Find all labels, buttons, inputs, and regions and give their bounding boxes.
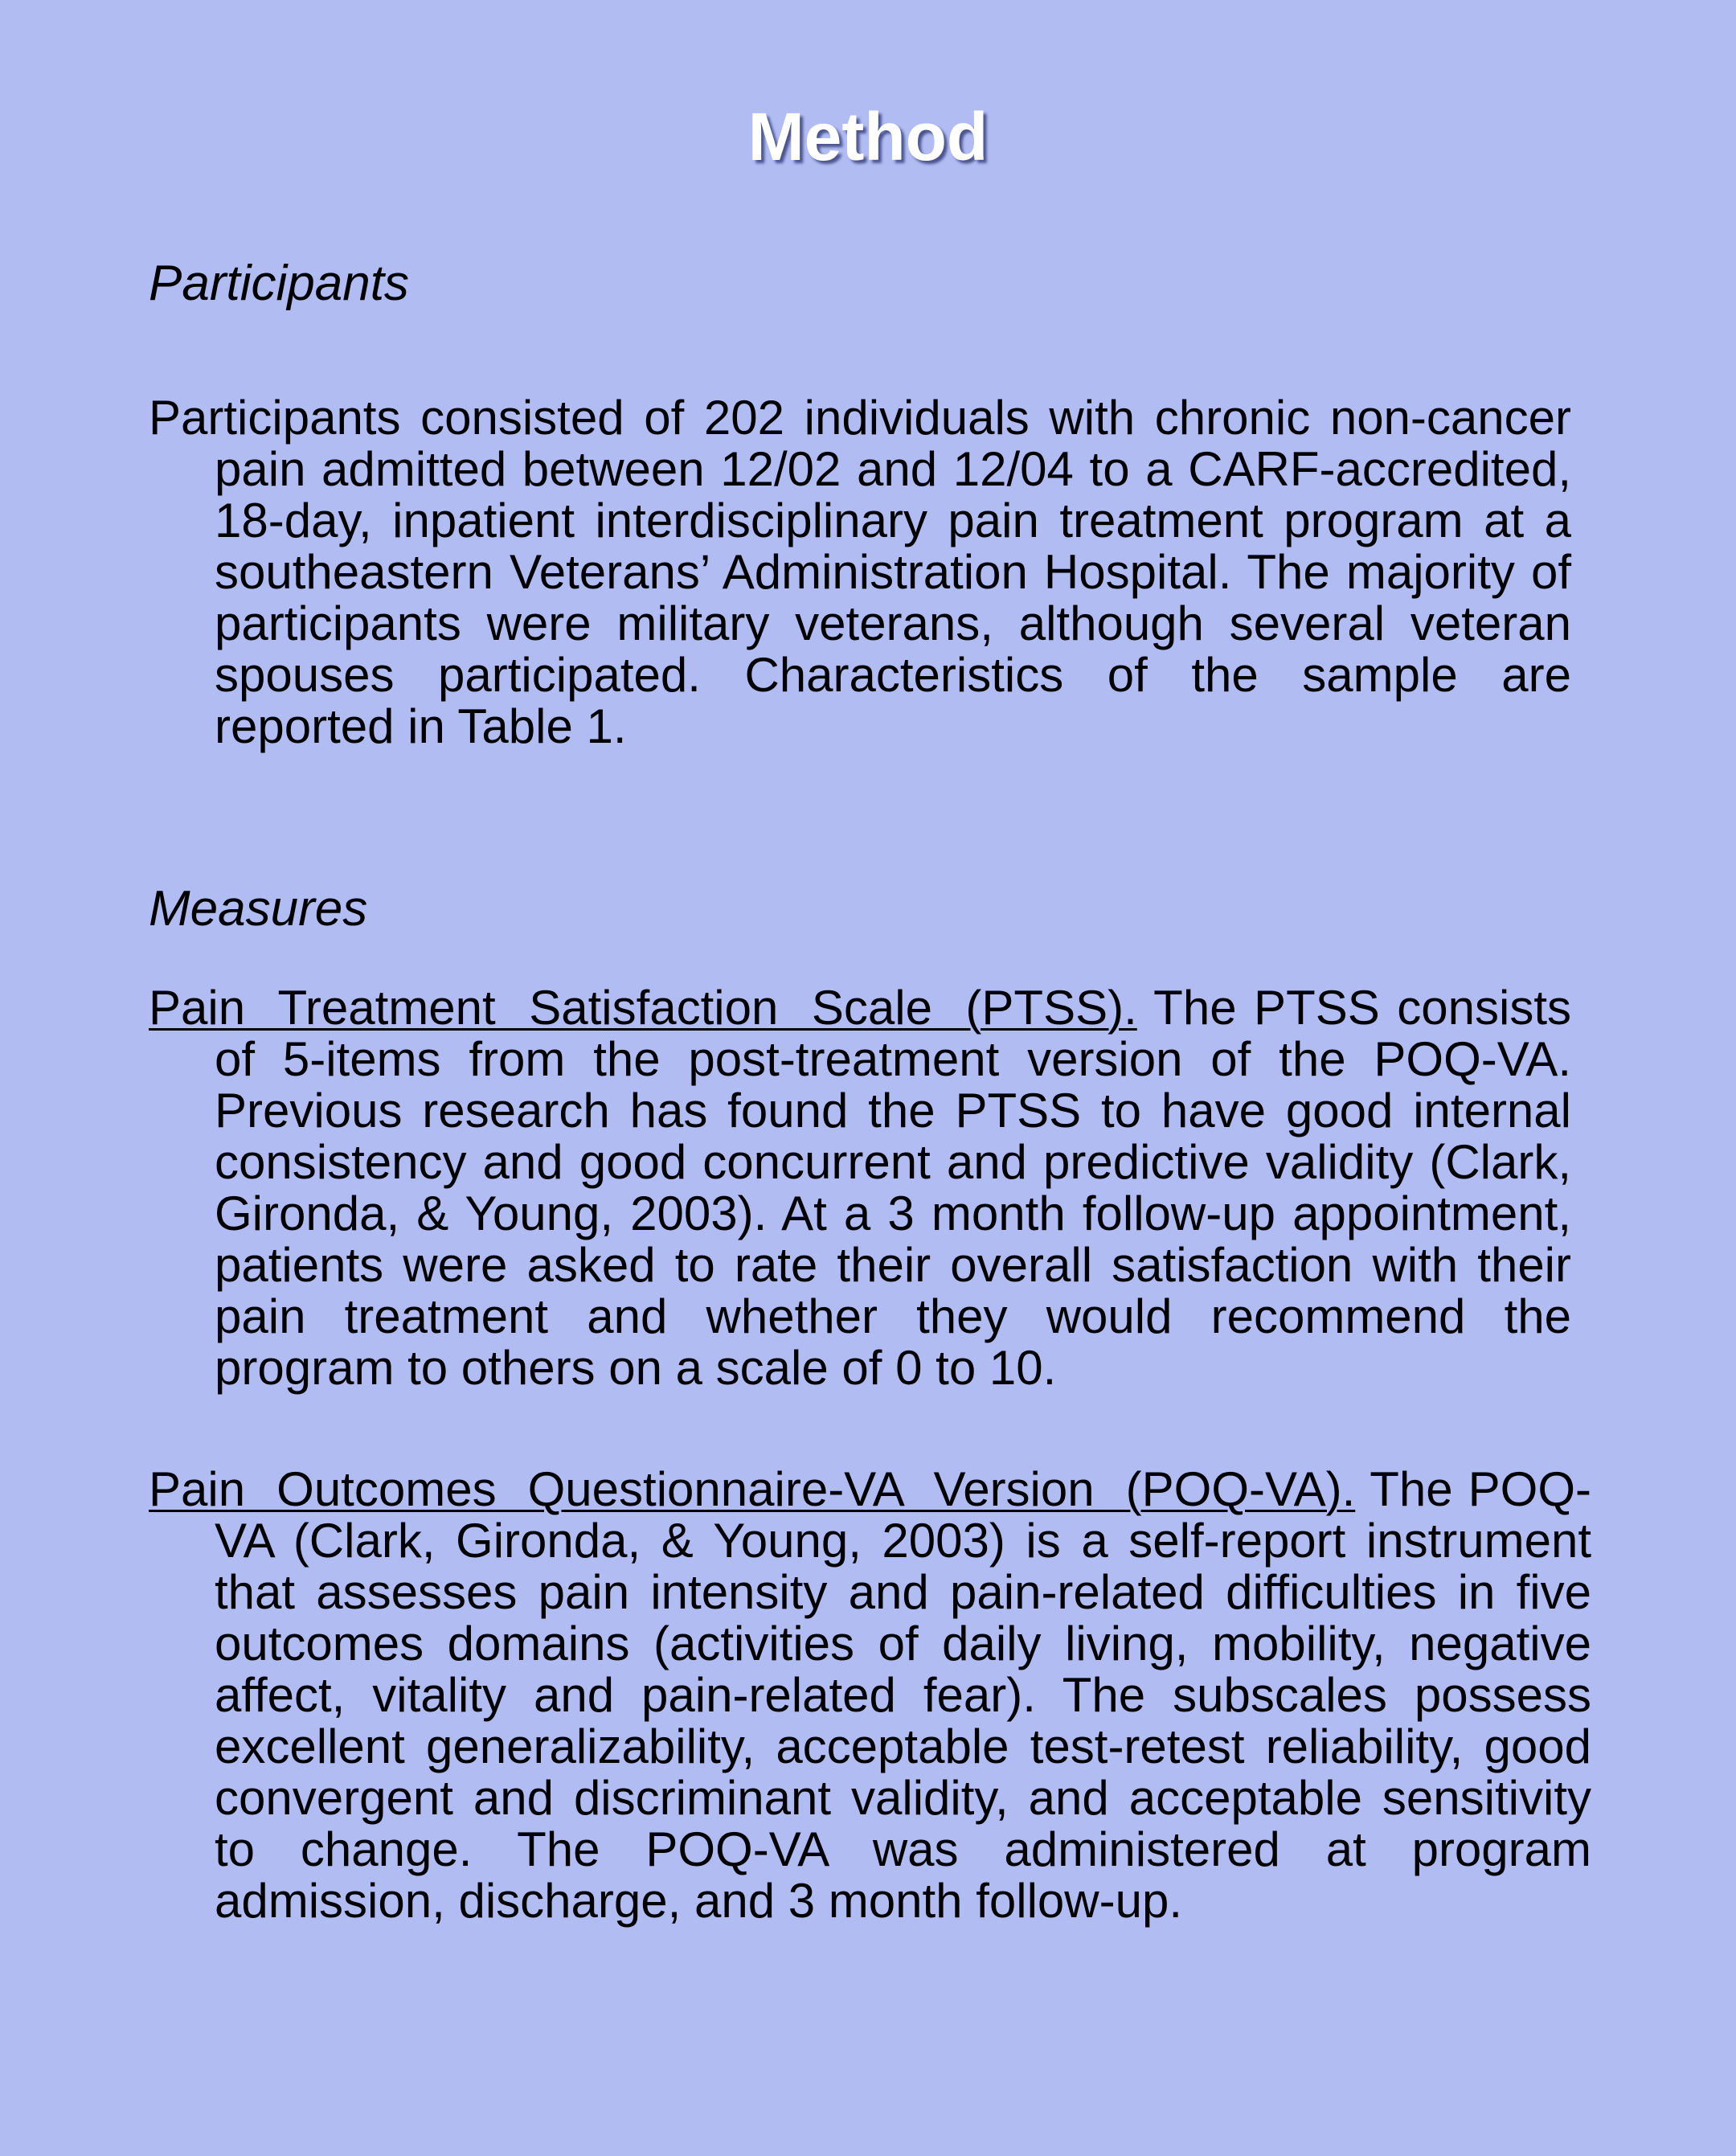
measures-heading: Measures xyxy=(149,881,368,937)
ptss-label: Pain Treatment Satisfaction Scale (PTSS). xyxy=(149,981,1137,1035)
participants-heading: Participants xyxy=(149,256,409,311)
ptss-description: The PTSS consists of 5-items from the post-treatment version of the POQ-VA. Previous research has found the PTSS to have good internal consistency and good concurrent and predictive validity (Clark, Gironda, & Young, 2003). At a 3 month follow-up appointment, patients were asked to rate their overall satisfaction with their pain treatment and whether they would recommend the program to others on a scale of 0 to 10. xyxy=(215,981,1571,1395)
ptss-paragraph xyxy=(149,982,1571,1394)
poqva-description: The POQ-VA (Clark, Gironda, & Young, 2003) is a self-report instrument that assesses pain intensity and pain-related difficulties in five outcomes domains (activities of daily living, mobility, negative affect, vitality and pain-related fear). The subscales possess excellent generalizability, acceptable test-retest reliability, good convergent and discriminant validity, and acceptable sensitivity to change. The POQ-VA was administered at program admission, discharge, and 3 month follow-up. xyxy=(215,1462,1592,1928)
participants-paragraph: Participants consisted of 202 individuals with chronic non-cancer pain admitted between 12/02 and 12/04 to a CARF-accredited, 18-day, inpatient interdisciplinary pain treatment program at a southeastern Veterans’ Administration Hospital. The majority of participants were military veterans, although several veteran spouses participated. Characteristics of the sample are reported in Table 1. xyxy=(149,391,1571,753)
page-title: Method xyxy=(747,99,989,174)
poqva-paragraph xyxy=(149,1464,1591,1927)
poqva-label: Pain Outcomes Questionnaire-VA Version (POQ-VA). xyxy=(149,1462,1356,1516)
